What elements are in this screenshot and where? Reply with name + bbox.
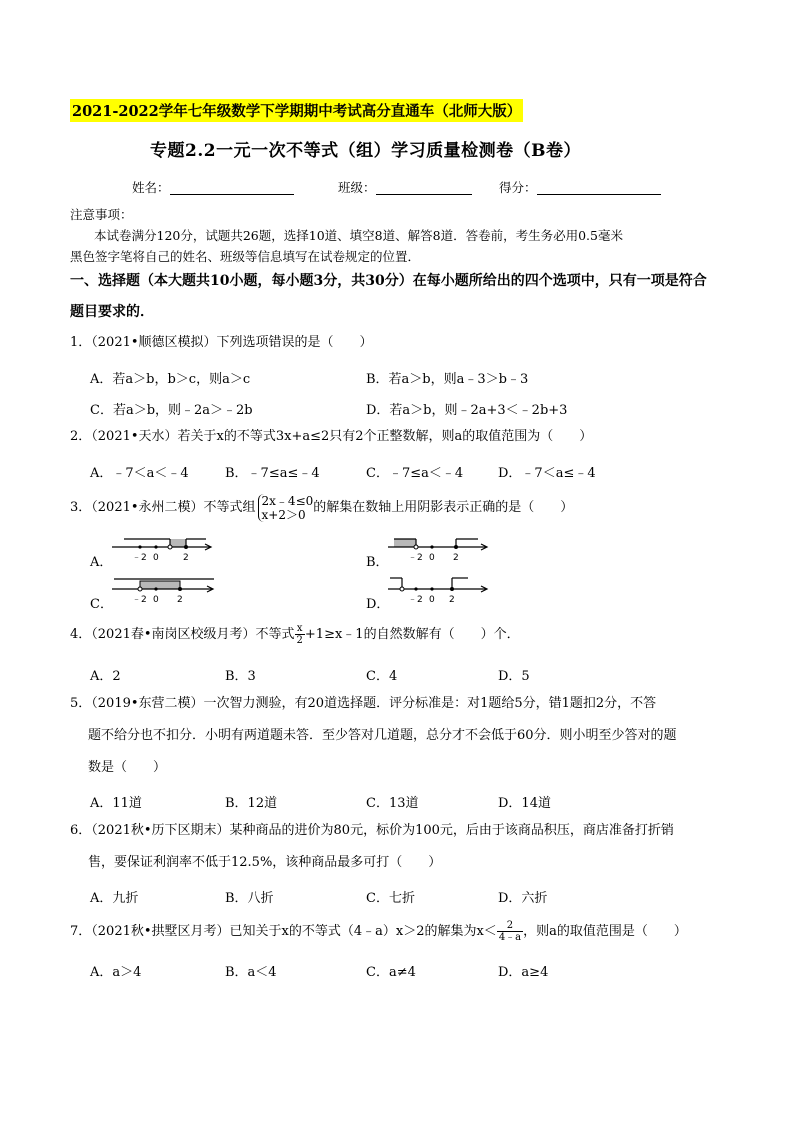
q7-fraction — [497, 920, 523, 943]
question-4-stem — [70, 620, 520, 650]
q1-option-b[interactable]: B．若a＞b，则a﹣3＞b﹣3 — [366, 372, 529, 387]
q7-option-b[interactable]: B．a＜4 — [225, 965, 277, 980]
shade-region — [170, 539, 186, 547]
q3-number-line-d[interactable] — [386, 574, 491, 608]
tick-dot — [414, 587, 417, 590]
question-5-line-3: 数是（ ） — [88, 760, 167, 775]
score-blank[interactable] — [537, 182, 661, 195]
q2-option-a[interactable]: A．﹣7＜a＜﹣4 — [90, 466, 189, 481]
q3-option-c[interactable]: C． — [90, 597, 113, 612]
q6-option-b[interactable]: B．八折 — [225, 891, 274, 906]
tick-label-neg2: ﹣2 — [132, 595, 147, 605]
tick-label-neg2: ﹣2 — [408, 553, 423, 563]
tick-label-neg2: ﹣2 — [408, 595, 423, 605]
q5-option-c[interactable]: C．13道 — [366, 796, 419, 811]
class-field — [338, 178, 472, 196]
tick-dot — [430, 545, 433, 548]
endpoint-closed — [450, 587, 454, 591]
tick-label-2: 2 — [177, 595, 183, 605]
name-label: 姓名： — [132, 180, 170, 195]
series-banner: 2021-2022学年七年级数学下学期期中考试高分直通车（北师大版） — [70, 99, 523, 122]
notes-line-1: 本试卷满分120分，试题共26题，选择10道、填空8道、解答8道．答卷前，考生务必用0.5毫米 — [94, 228, 623, 243]
class-label: 班级： — [338, 180, 376, 195]
q7-stem-post: ，则a的取值范围是（ ） — [523, 924, 687, 939]
endpoint-open — [400, 587, 404, 591]
q4-option-d[interactable]: D．5 — [498, 669, 530, 684]
q7-frac-num: 2 — [497, 920, 523, 932]
question-2-stem: 2．（2021•天水）若关于x的不等式3x+a≤2只有2个正整数解，则a的取值范围为（ ） — [70, 429, 593, 444]
q4-frac-num: x — [295, 623, 305, 635]
question-5-line-2: 题不给分也不扣分．小明有两道题未答．至少答对几道题，总分才不会低于60分．则小明至少答对的题 — [88, 728, 677, 743]
endpoint-open — [414, 545, 418, 549]
q3-stem-pre: 3．（2021•永州二模）不等式组 — [70, 500, 256, 515]
q4-fraction — [295, 623, 305, 646]
q5-option-d[interactable]: D．14道 — [498, 796, 551, 811]
q2-option-c[interactable]: C．﹣7≤a＜﹣4 — [366, 466, 464, 481]
question-3-stem — [70, 491, 573, 525]
question-6-line-2: 售，要保证利润率不低于12.5%，该种商品最多可打（ ） — [88, 855, 442, 870]
q3-number-line-a[interactable] — [110, 532, 215, 566]
tick-label-neg2: ﹣2 — [132, 553, 147, 563]
tick-label-2: 2 — [183, 553, 189, 563]
q2-option-d[interactable]: D．﹣7＜a≤﹣4 — [498, 466, 596, 481]
shade-region — [140, 581, 180, 589]
tick-label-0: 0 — [153, 553, 159, 563]
q7-stem-pre: 7．（2021秋•拱墅区月考）已知关于x的不等式（4﹣a）x＞2的解集为x＜ — [70, 924, 497, 939]
tick-label-0: 0 — [429, 553, 435, 563]
q7-option-c[interactable]: C．a≠4 — [366, 965, 416, 980]
q6-option-c[interactable]: C．七折 — [366, 891, 415, 906]
tick-label-0: 0 — [429, 595, 435, 605]
q5-option-a[interactable]: A．11道 — [90, 796, 142, 811]
class-blank[interactable] — [376, 182, 472, 195]
score-label: 得分： — [499, 180, 537, 195]
question-5-line-1: 5．（2019•东营二模）一次智力测验，有20道选择题．评分标准是：对1题给5分，错1题扣2分，不答 — [70, 696, 657, 711]
shade-region — [394, 539, 416, 547]
q4-stem-post: +1≥x﹣1的自然数解有（ ）个． — [304, 627, 520, 642]
q3-option-a[interactable]: A． — [90, 555, 113, 570]
q3-sys-top: 2x﹣4≤0 — [261, 493, 314, 508]
q3-sys-bottom: x+2＞0 — [261, 507, 306, 522]
q1-option-c[interactable]: C．若a＞b，则﹣2a＞﹣2b — [90, 403, 253, 418]
q6-option-d[interactable]: D．六折 — [498, 891, 548, 906]
q2-option-b[interactable]: B．﹣7≤a≤﹣4 — [225, 466, 320, 481]
paper-title: 专题2.2一元一次不等式（组）学习质量检测卷（B卷） — [150, 141, 581, 161]
notes-heading: 注意事项： — [70, 207, 133, 222]
q7-option-a[interactable]: A．a＞4 — [90, 965, 142, 980]
endpoint-open — [138, 587, 142, 591]
name-blank[interactable] — [170, 182, 294, 195]
question-6-line-1: 6．（2021秋•历下区期末）某种商品的进价为80元，标价为100元，后由于该商品积压，商店准备打折销 — [70, 823, 674, 838]
section-1-heading: 一、选择题（本大题共10小题，每小题3分，共30分）在每小题所给出的四个选项中，只有一项是符合 — [70, 273, 707, 289]
q1-option-a[interactable]: A．若a＞b，b＞c，则a＞c — [90, 372, 251, 387]
q6-option-a[interactable]: A．九折 — [90, 891, 139, 906]
notes-line-2: 黑色签字笔将自己的姓名、班级等信息填写在试卷规定的位置． — [70, 249, 421, 264]
q3-option-d[interactable]: D． — [366, 597, 390, 612]
section-1-heading-cont: 题目要求的． — [70, 304, 154, 320]
tick-dot — [154, 587, 157, 590]
q3-number-line-b[interactable] — [386, 532, 491, 566]
tick-label-2: 2 — [453, 553, 459, 563]
q5-option-b[interactable]: B．12道 — [225, 796, 278, 811]
q4-option-c[interactable]: C．4 — [366, 669, 398, 684]
question-1-stem: 1．（2021•顺德区模拟）下列选项错误的是（ ） — [70, 335, 373, 350]
q4-option-a[interactable]: A．2 — [90, 669, 121, 684]
q1-option-d[interactable]: D．若a＞b，则﹣2a+3＜﹣2b+3 — [366, 403, 568, 418]
tick-dot — [154, 545, 157, 548]
endpoint-closed — [184, 545, 188, 549]
q4-option-b[interactable]: B．3 — [225, 669, 256, 684]
q3-number-line-c[interactable] — [110, 574, 220, 608]
q4-stem-pre: 4．（2021春•南岗区校级月考）不等式 — [70, 627, 295, 642]
endpoint-open — [168, 545, 172, 549]
q3-stem-post: 的解集在数轴上用阴影表示正确的是（ ） — [313, 500, 574, 515]
q7-frac-den: 4﹣a — [498, 932, 522, 943]
q4-frac-den: 2 — [296, 635, 303, 646]
tick-dot — [138, 545, 141, 548]
q7-option-d[interactable]: D．a≥4 — [498, 965, 549, 980]
question-7-stem — [70, 916, 687, 948]
tick-label-0: 0 — [153, 595, 159, 605]
endpoint-closed — [454, 545, 458, 549]
q3-inequality-system — [258, 494, 314, 522]
tick-label-2: 2 — [449, 595, 455, 605]
endpoint-closed — [178, 587, 182, 591]
name-field — [132, 178, 294, 196]
score-field — [499, 178, 661, 196]
q3-option-b[interactable]: B． — [366, 555, 389, 570]
tick-dot — [430, 587, 433, 590]
